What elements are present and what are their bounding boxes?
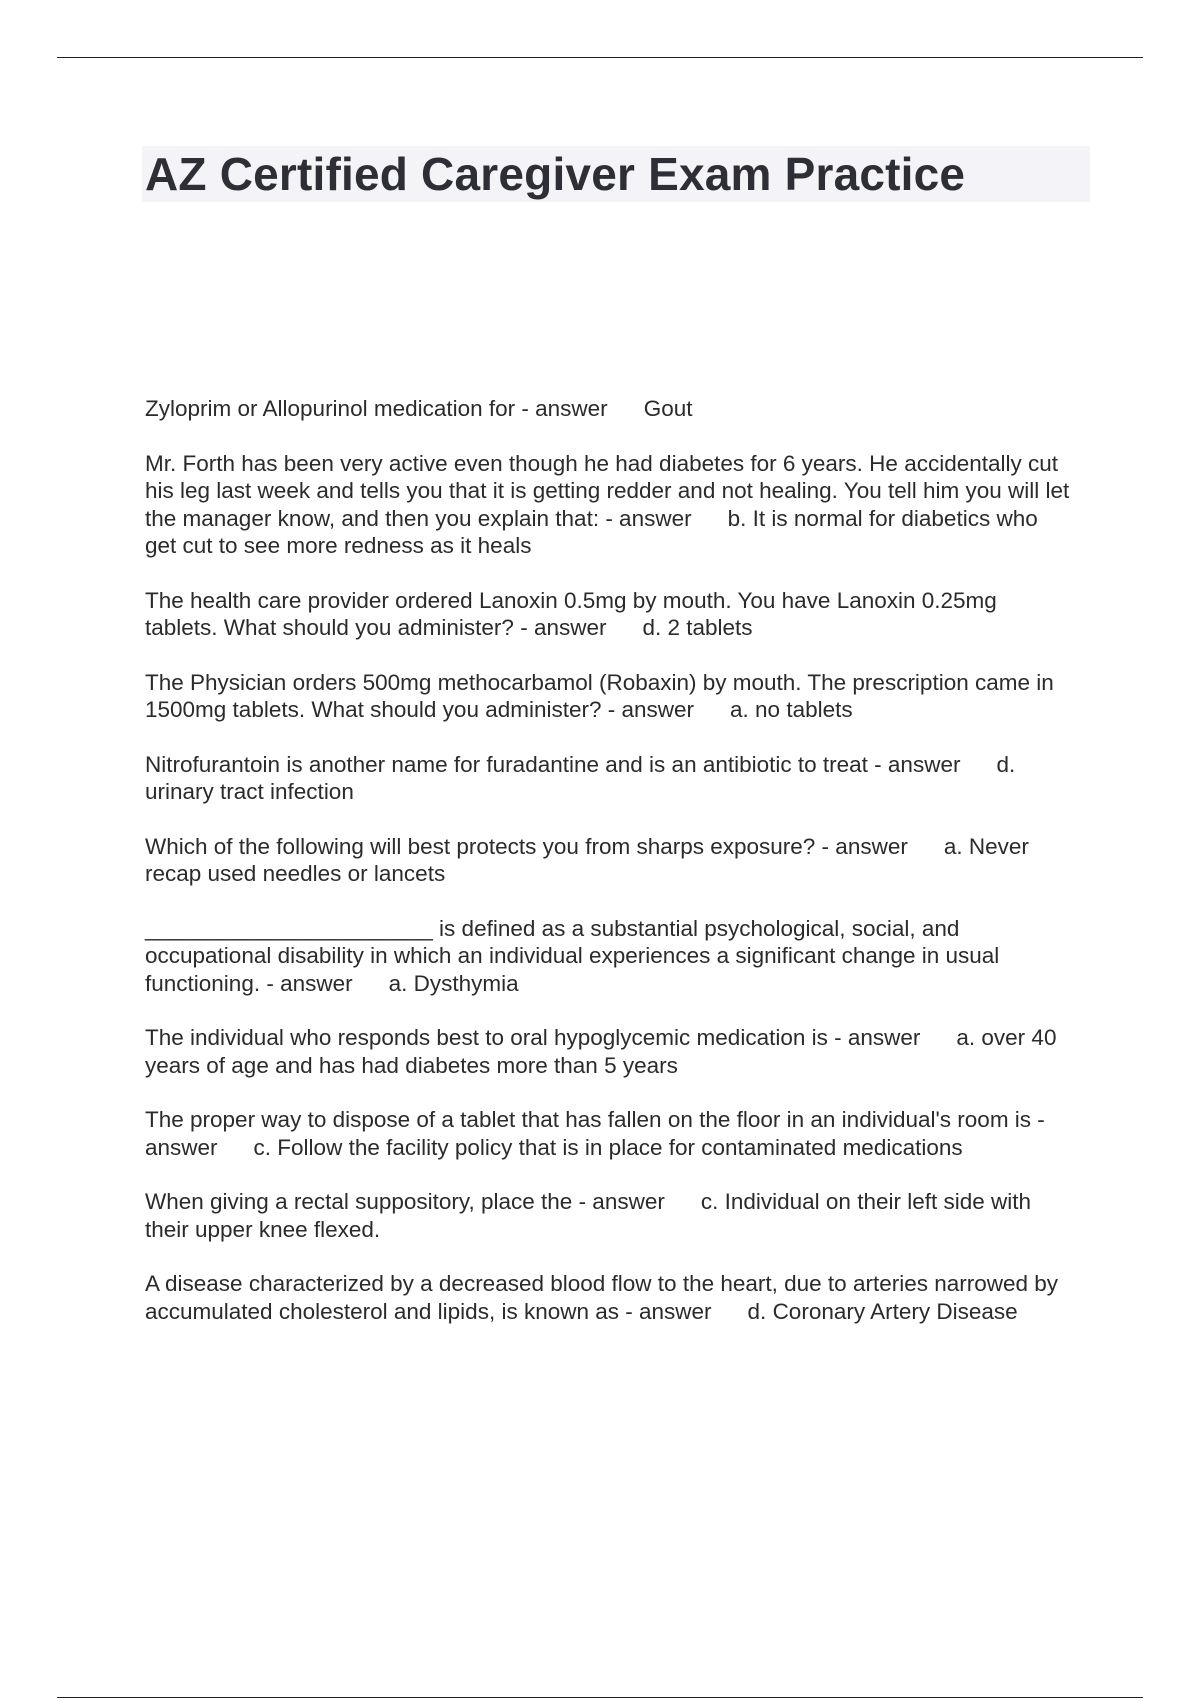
- answer-text: c. Follow the facility policy that is in place for contaminated medications: [253, 1134, 963, 1160]
- answer-text: a. over 40 years of age and has had diabetes more than 5 years: [145, 1025, 1057, 1078]
- answer-text: a. no tablets: [730, 697, 853, 722]
- qa-item: [145, 587, 1075, 642]
- question-text: Which of the following will best protects you from sharps exposure? - answer: [145, 833, 908, 859]
- qa-item: [145, 751, 1075, 806]
- qa-item: [145, 1270, 1075, 1325]
- answer-text: a. Dysthymia: [388, 970, 519, 996]
- question-text: _______________________ is defined as a substantial psychological, social, and occupational disability in which an individual experiences a significant change in usual functioning. - answer: [145, 915, 1000, 996]
- answer-text: b. It is normal for diabetics who get cut to see more redness as it heals: [145, 505, 1038, 558]
- qa-item: [145, 915, 1075, 998]
- qa-item: [145, 1106, 1075, 1161]
- qa-item: [145, 395, 1075, 423]
- question-text: Zyloprim or Allopurinol medication for - answer: [145, 396, 608, 421]
- bottom-rule: [57, 1697, 1143, 1698]
- qa-item: [145, 1024, 1075, 1079]
- qa-item: [145, 669, 1075, 724]
- question-text: Nitrofurantoin is another name for furadantine and is an antibiotic to treat - answer: [145, 751, 961, 777]
- question-text: The Physician orders 500mg methocarbamol (Robaxin) by mouth. The prescription came in 1500mg tablets. What should you administer? - answer: [145, 669, 1054, 722]
- qa-list: [145, 395, 1075, 1352]
- qa-item: [145, 833, 1075, 888]
- document-title: AZ Certified Caregiver Exam Practice: [145, 148, 966, 200]
- question-text: When giving a rectal suppository, place the - answer: [145, 1189, 665, 1214]
- question-text: Mr. Forth has been very active even though he had diabetes for 6 years. He accidentally cut his leg last week and tells you that it is getting redder and not healing. You tell him you will let the manager know, and then you explain that: - answer: [145, 450, 1070, 531]
- question-text: A disease characterized by a decreased blood flow to the heart, due to arteries narrowed by accumulated cholesterol and lipids, is known as - answer: [145, 1271, 1059, 1324]
- answer-text: d. 2 tablets: [642, 615, 753, 640]
- question-text: The proper way to dispose of a tablet that has fallen on the floor in an individual's room is - answer: [145, 1107, 1045, 1160]
- answer-text: Gout: [643, 396, 693, 421]
- title-block: [142, 146, 1090, 202]
- top-rule: [57, 57, 1143, 58]
- answer-text: c. Individual on their left side with their upper knee flexed.: [145, 1189, 1032, 1242]
- question-text: The health care provider ordered Lanoxin 0.5mg by mouth. You have Lanoxin 0.25mg tablets. What should you administer? - answer: [145, 587, 997, 640]
- answer-text: d. Coronary Artery Disease: [747, 1298, 1018, 1324]
- answer-text: a. Never recap used needles or lancets: [145, 833, 1029, 886]
- question-text: The individual who responds best to oral hypoglycemic medication is - answer: [145, 1025, 921, 1050]
- answer-text: d. urinary tract infection: [145, 751, 1016, 804]
- qa-item: [145, 1188, 1075, 1243]
- qa-item: [145, 450, 1075, 560]
